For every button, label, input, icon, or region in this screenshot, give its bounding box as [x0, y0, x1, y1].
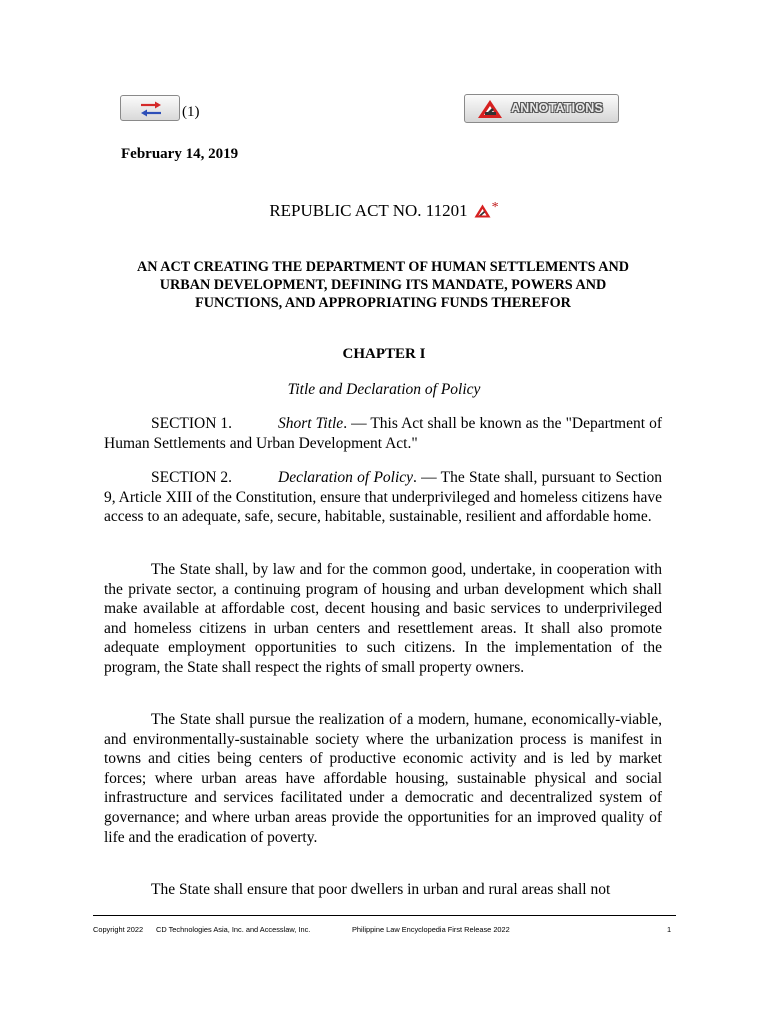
footer-release: Philippine Law Encyclopedia First Release 2022 — [352, 925, 510, 934]
footer-copyright: Copyright 2022 — [93, 925, 144, 934]
chapter-heading: CHAPTER I — [342, 346, 426, 362]
section-number: SECTION 1. — [151, 415, 232, 432]
footer-page-number: 1 — [667, 925, 672, 934]
paragraph: The State shall ensure that poor dwellers in urban and rural areas shall not — [151, 881, 611, 898]
act-title-line: AN ACT CREATING THE DEPARTMENT OF HUMAN SETTLEMENTS AND — [137, 259, 629, 275]
paragraph: The State shall pursue the realization of a modern, humane, economically-viable, and environmentally-sustainable society where the urbanization process is manifest in towns and cities being centers of productive economic activity and is led by market forces; where urban areas have affordable housing, sustainable physical and social infrastructure and services facilitated under a democratic and decentralized system of governance; and where urban areas provide the opportunities for an improved quality of life and the eradication of poverty. — [104, 711, 662, 846]
act-title-line: URBAN DEVELOPMENT, DEFINING ITS MANDATE, POWERS AND — [159, 277, 607, 293]
annotation-marker-icon[interactable] — [474, 203, 491, 223]
annotations-button[interactable] — [464, 94, 619, 123]
act-title-line: FUNCTIONS, AND APPROPRIATING FUNDS THEREFOR — [195, 295, 571, 311]
annotations-logo-icon — [477, 99, 503, 119]
history-count: (1) — [182, 104, 200, 120]
section-heading: Short Title — [278, 415, 344, 432]
section-text: . — The State shall, pursuant to Section 9, Article XIII of the Constitution, ensure that underprivileged and homeless citizens have access to an adequate, safe, secure, habitable, sustainable, resilient and affordable home. — [104, 469, 662, 526]
history-button[interactable] — [120, 95, 180, 121]
swap-arrows-icon — [137, 100, 165, 118]
act-number-line — [0, 200, 768, 223]
footer-company: CD Technologies Asia, Inc. and Accesslaw, Inc. — [156, 925, 311, 934]
annotation-asterisk[interactable]: * — [491, 200, 499, 215]
paragraph: The State shall, by law and for the common good, undertake, in cooperation with the private sector, a continuing program of housing and urban development which shall make available at affordable cost, decent housing and basic services to underprivileged and homeless citizens in urban centers and resettlement areas. It shall also promote adequate employment opportunities to such citizens. In the implementation of the program, the State shall respect the rights of small property owners. — [104, 561, 662, 676]
section-number: SECTION 2. — [151, 469, 232, 486]
section-text: . — This Act shall be known as the "Department of Human Settlements and Urban Development Act." — [104, 415, 662, 452]
section-2 — [104, 468, 662, 527]
annotations-label: ANNOTATIONS — [511, 101, 604, 115]
footer-rule — [93, 915, 676, 916]
act-number: REPUBLIC ACT NO. 11201 — [269, 201, 468, 220]
act-title — [104, 258, 662, 312]
section-1 — [104, 414, 662, 453]
document-date: February 14, 2019 — [121, 146, 239, 162]
chapter-subtitle: Title and Declaration of Policy — [287, 381, 481, 398]
section-heading: Declaration of Policy — [278, 469, 414, 486]
